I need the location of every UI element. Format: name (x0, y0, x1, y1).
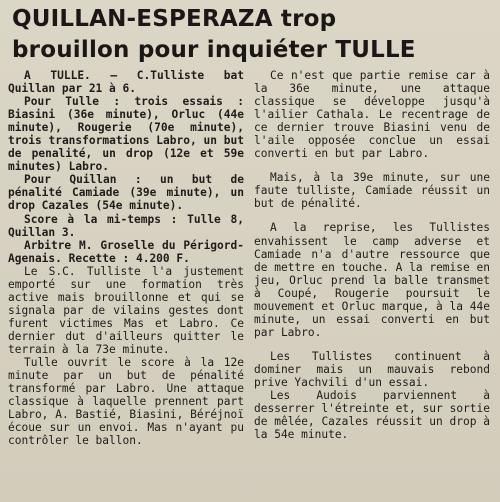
halftime-score: Score à la mi-temps : Tulle 8, Quillan 3. (8, 212, 244, 239)
quillan-scorers: Pour Quillan : un but de pénalité Camiade (39e minute), un drop Cazales (54e minute). (8, 173, 244, 213)
left-column (8, 69, 244, 447)
paragraph: A la reprise, les Tullistes envahissent le camp adverse et Camiade n'a d'autre ressource que de mettre en touche. A la remise en jeu, Orluc prend la balle transmet à Coupé, Rougerie poursuit le mouvement et Orluc marque, à la 44e minute, un essai converti en but par Labro. (254, 221, 490, 339)
paragraph: Les Tullistes continuent à dominer mais un mauvais rebond prive Yachvili d'un essai. (254, 349, 490, 389)
right-column (254, 69, 490, 447)
paragraph: Tulle ouvrit le score à la 12e minute par un but de pénalité transformé par Labro. Une attaque classique à laquelle prennent part Labro, A. Bastié, Biasini, Béréjnoï écoue sur un envoi. Mas n'ayant pu contrôler le ballon. (8, 356, 244, 448)
paragraph: Les Audois parviennent à desserrer l'étreinte et, sur sortie de mêlée, Cazales réussit un drop à la 54e minute. (254, 389, 490, 442)
paragraph: Le S.C. Tulliste l'a justement emporté sur une formation très active mais brouillonne et qui se signala par de vilains gestes dont furent victimes Mas et Labro. Ce dernier dut d'ailleurs quitter le terrain à la 73e minute. (8, 264, 244, 356)
referee-receipts: Arbitre M. Groselle du Périgord-Agenais. Recette : 4.200 F. (8, 238, 244, 265)
paragraph: Ce n'est que partie remise car à la 36e minute, une attaque classique se développe jusqu'à l'ailier Cathala. Le recentrage de ce dernier trouve Biasini venu de l'aile opposée conclue un essai converti en but par Labro. (254, 69, 490, 161)
match-result: A TULLE. — C.Tulliste bat Quillan par 21 à 6. (8, 69, 244, 96)
tulle-scorers: Pour Tulle : trois essais : Biasini (36e minute), Orluc (44e minute), Rougerie (70e minute), trois transformations Labro, un but de penalité, un drop (12e et 59e minutes) Labro. (8, 95, 244, 174)
article-headline (12, 4, 494, 66)
article-body (8, 69, 494, 447)
headline-line-1: QUILLAN-ESPERAZA trop (12, 6, 337, 32)
headline-line-2: brouillon pour inquiéter TULLE (12, 37, 416, 63)
paragraph: Mais, à la 39e minute, sur une faute tulliste, Camiade réussit un but de pénalité. (254, 171, 490, 211)
